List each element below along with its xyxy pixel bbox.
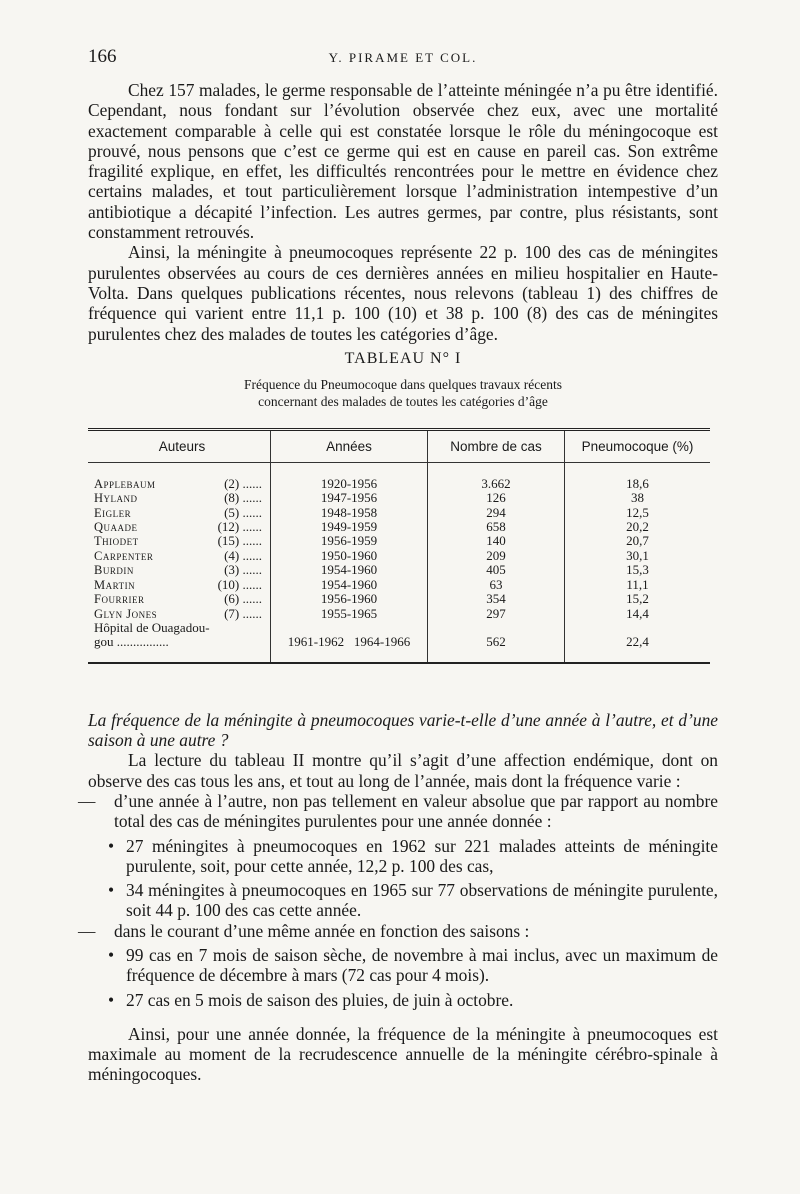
cell-cases: 140 xyxy=(428,534,565,548)
author-name: Martin xyxy=(94,577,136,592)
page-number: 166 xyxy=(88,46,117,67)
author-ref: (2) ...... xyxy=(224,475,262,491)
cell-years: 1956-1959 xyxy=(271,534,428,548)
cell-years: 1950-1960 xyxy=(271,549,428,563)
author-name: Hyland xyxy=(94,491,138,506)
table-row xyxy=(88,607,710,621)
author-name-line-1: Hôpital de Ouagadou- xyxy=(94,619,210,635)
cell-cases: 3.662 xyxy=(428,462,565,491)
cell-cases: 209 xyxy=(428,549,565,563)
header-pct: Pneumocoque (%) xyxy=(565,429,711,462)
author-name: Glyn Jones xyxy=(94,606,158,621)
table-caption-line-2: concernant des malades de toutes les catégories d’âge xyxy=(258,393,548,409)
document-page xyxy=(78,40,718,1085)
cell-cases: 658 xyxy=(428,520,565,534)
cell-pct: 15,2 xyxy=(565,592,711,606)
cell-cases: 354 xyxy=(428,592,565,606)
cell-cases: 294 xyxy=(428,506,565,520)
author-name: Applebaum xyxy=(94,476,156,491)
section-intro: La lecture du tableau II montre qu’il s’agit d’une affection endémique, dont on observe des cas tous les ans, et tout au long de l’année, mais dont la fréquence varie : xyxy=(88,750,718,791)
author-ref: (15) ...... xyxy=(217,533,262,549)
cell-author xyxy=(88,534,271,548)
dash-marker: — xyxy=(78,790,96,811)
cell-author xyxy=(88,578,271,592)
table-row xyxy=(88,462,710,491)
author-ref: (6) ...... xyxy=(224,591,262,607)
header-cases: Nombre de cas xyxy=(428,429,565,462)
author-name: Eigler xyxy=(94,505,132,520)
cell-cases: 297 xyxy=(428,607,565,621)
cell-author xyxy=(88,549,271,563)
table-row xyxy=(88,578,710,592)
cell-pct: 14,4 xyxy=(565,607,711,621)
bullet-item-2-text: 34 méningites à pneumocoques en 1965 sur 77 observations de méningite purulente, soit 44 p. 100 des cas cette année. xyxy=(126,880,718,921)
paragraph-2: Ainsi, la méningite à pneumocoques représente 22 p. 100 des cas de méningites purulentes observées au cours de ces dernières années en milieu hospitalier en Haute-Volta. Dans quelques publications récentes, nous relevons (tableau 1) des chiffres de fréquence qui varient entre 11,1 p. 100 (10) et 38 p. 100 (8) des cas de méningites purulentes chez des malades de toutes les catégories d’âge. xyxy=(88,242,718,344)
table-row xyxy=(88,621,710,663)
cell-author xyxy=(88,491,271,505)
cell-pct: 22,4 xyxy=(565,621,711,663)
dash-marker: — xyxy=(78,920,96,941)
cell-cases: 405 xyxy=(428,563,565,577)
bullet-item-1-text: 27 méningites à pneumocoques en 1962 sur 221 malades atteints de méningite purulente, soit, pour cette année, 12,2 p. 100 des cas, xyxy=(126,835,718,876)
author-name: Thiodet xyxy=(94,534,139,549)
table-row xyxy=(88,563,710,577)
header-authors: Auteurs xyxy=(88,429,271,462)
cell-years: 1954-1960 xyxy=(271,578,428,592)
author-ref: (4) ...... xyxy=(224,547,262,563)
cell-years: 1948-1958 xyxy=(271,506,428,520)
author-ref: (8) ...... xyxy=(224,490,262,506)
table-row xyxy=(88,549,710,563)
bullet-item-1 xyxy=(88,836,718,877)
cell-years: 1956-1960 xyxy=(271,592,428,606)
frequency-table xyxy=(88,428,710,664)
table-row xyxy=(88,520,710,534)
cell-years: 1961-1962 1964-1966 xyxy=(271,621,428,663)
section-question: La fréquence de la méningite à pneumocoques varie-t-elle d’une année à l’autre, et d’une saison à une autre ? xyxy=(88,709,718,751)
table-row xyxy=(88,592,710,606)
header-years: Années xyxy=(271,429,428,462)
author-ref: (5) ...... xyxy=(224,504,262,520)
closing-paragraph: Ainsi, pour une année donnée, la fréquence de la méningite à pneumocoques est maximale au moment de la recrudescence annuelle de la méningite cérébro-spinale à méningocoques. xyxy=(88,1023,718,1085)
paragraph-1: Chez 157 malades, le germe responsable de l’atteinte méningée n’a pu être identifié. Cependant, nous fondant sur l’évolution observée chez eux, avec une mortalité exactement comparable à celle qui est constatée lorsque le rôle du méningocoque est prouvé, nous pensons que c’est ce germe qui est en cause en pareil cas. Son extrême fragilité explique, en effet, les difficultés rencontrées pour le mettre en évidence chez certains malades, et tout particulièrement lorsque l’administration intempestive d’un antibiotique a décapité l’infection. Les autres germes, par contre, plus résistants, sont constamment retrouvés. xyxy=(88,80,718,243)
table-caption-line-1: Fréquence du Pneumocoque dans quelques travaux récents xyxy=(244,376,562,392)
author-ref: (3) ...... xyxy=(224,562,262,578)
cell-pct: 12,5 xyxy=(565,506,711,520)
author-ref: (10) ...... xyxy=(217,576,262,592)
dash-item-2-text: dans le courant d’une même année en fonction des saisons : xyxy=(114,920,530,941)
cell-years: 1947-1956 xyxy=(271,491,428,505)
dash-item-1 xyxy=(78,790,718,832)
cell-pct: 20,2 xyxy=(565,520,711,534)
table-row xyxy=(88,491,710,505)
cell-years: 1920-1956 xyxy=(271,462,428,491)
dash-item-2 xyxy=(78,920,718,941)
bullet-item-3 xyxy=(88,945,718,986)
author-name: Quaade xyxy=(94,520,138,535)
cell-pct: 18,6 xyxy=(565,462,711,491)
bullet-item-2 xyxy=(88,880,718,921)
author-name: Burdin xyxy=(94,563,134,578)
cell-pct: 30,1 xyxy=(565,549,711,563)
bullet-marker: • xyxy=(108,945,115,965)
running-head: Y. PIRAME ET COL. xyxy=(328,50,478,65)
cell-author xyxy=(88,506,271,520)
author-ref: (7) ...... xyxy=(224,605,262,621)
cell-years: 1955-1965 xyxy=(271,607,428,621)
bullet-item-4 xyxy=(88,990,718,1010)
table-header-row xyxy=(88,429,710,462)
cell-author xyxy=(88,621,271,663)
cell-cases: 63 xyxy=(428,578,565,592)
cell-pct: 38 xyxy=(565,491,711,505)
bullet-marker: • xyxy=(108,989,115,1010)
table-title: TABLEAU N° I xyxy=(344,349,462,367)
cell-author xyxy=(88,520,271,534)
table-row xyxy=(88,534,710,548)
cell-cases: 126 xyxy=(428,491,565,505)
cell-author xyxy=(88,462,271,491)
table-row xyxy=(88,506,710,520)
cell-pct: 20,7 xyxy=(565,534,711,548)
page-header xyxy=(88,40,718,80)
bullet-marker: • xyxy=(108,835,115,856)
bullet-item-3-text: 99 cas en 7 mois de saison sèche, de novembre à mai inclus, avec un maximum de fréquence de décembre à mars (72 cas pour 4 mois). xyxy=(126,945,718,986)
author-name-line-2: gou ................ xyxy=(94,634,169,650)
cell-author xyxy=(88,592,271,606)
cell-author xyxy=(88,607,271,621)
table-body xyxy=(88,462,710,662)
author-ref: (12) ...... xyxy=(217,519,262,535)
author-name: Fourrier xyxy=(94,592,145,607)
table-caption xyxy=(88,376,718,410)
cell-pct: 15,3 xyxy=(565,563,711,577)
cell-cases: 562 xyxy=(428,621,565,663)
cell-years: 1949-1959 xyxy=(271,520,428,534)
cell-years: 1954-1960 xyxy=(271,563,428,577)
cell-author xyxy=(88,563,271,577)
cell-pct: 11,1 xyxy=(565,578,711,592)
bullet-item-4-text: 27 cas en 5 mois de saison des pluies, de juin à octobre. xyxy=(126,989,514,1010)
dash-item-1-text: d’une année à l’autre, non pas tellement en valeur absolue que par rapport au nombre total des cas de méningites purulentes pour une année donnée : xyxy=(114,790,718,832)
bullet-marker: • xyxy=(108,880,115,901)
author-name: Carpenter xyxy=(94,548,154,563)
